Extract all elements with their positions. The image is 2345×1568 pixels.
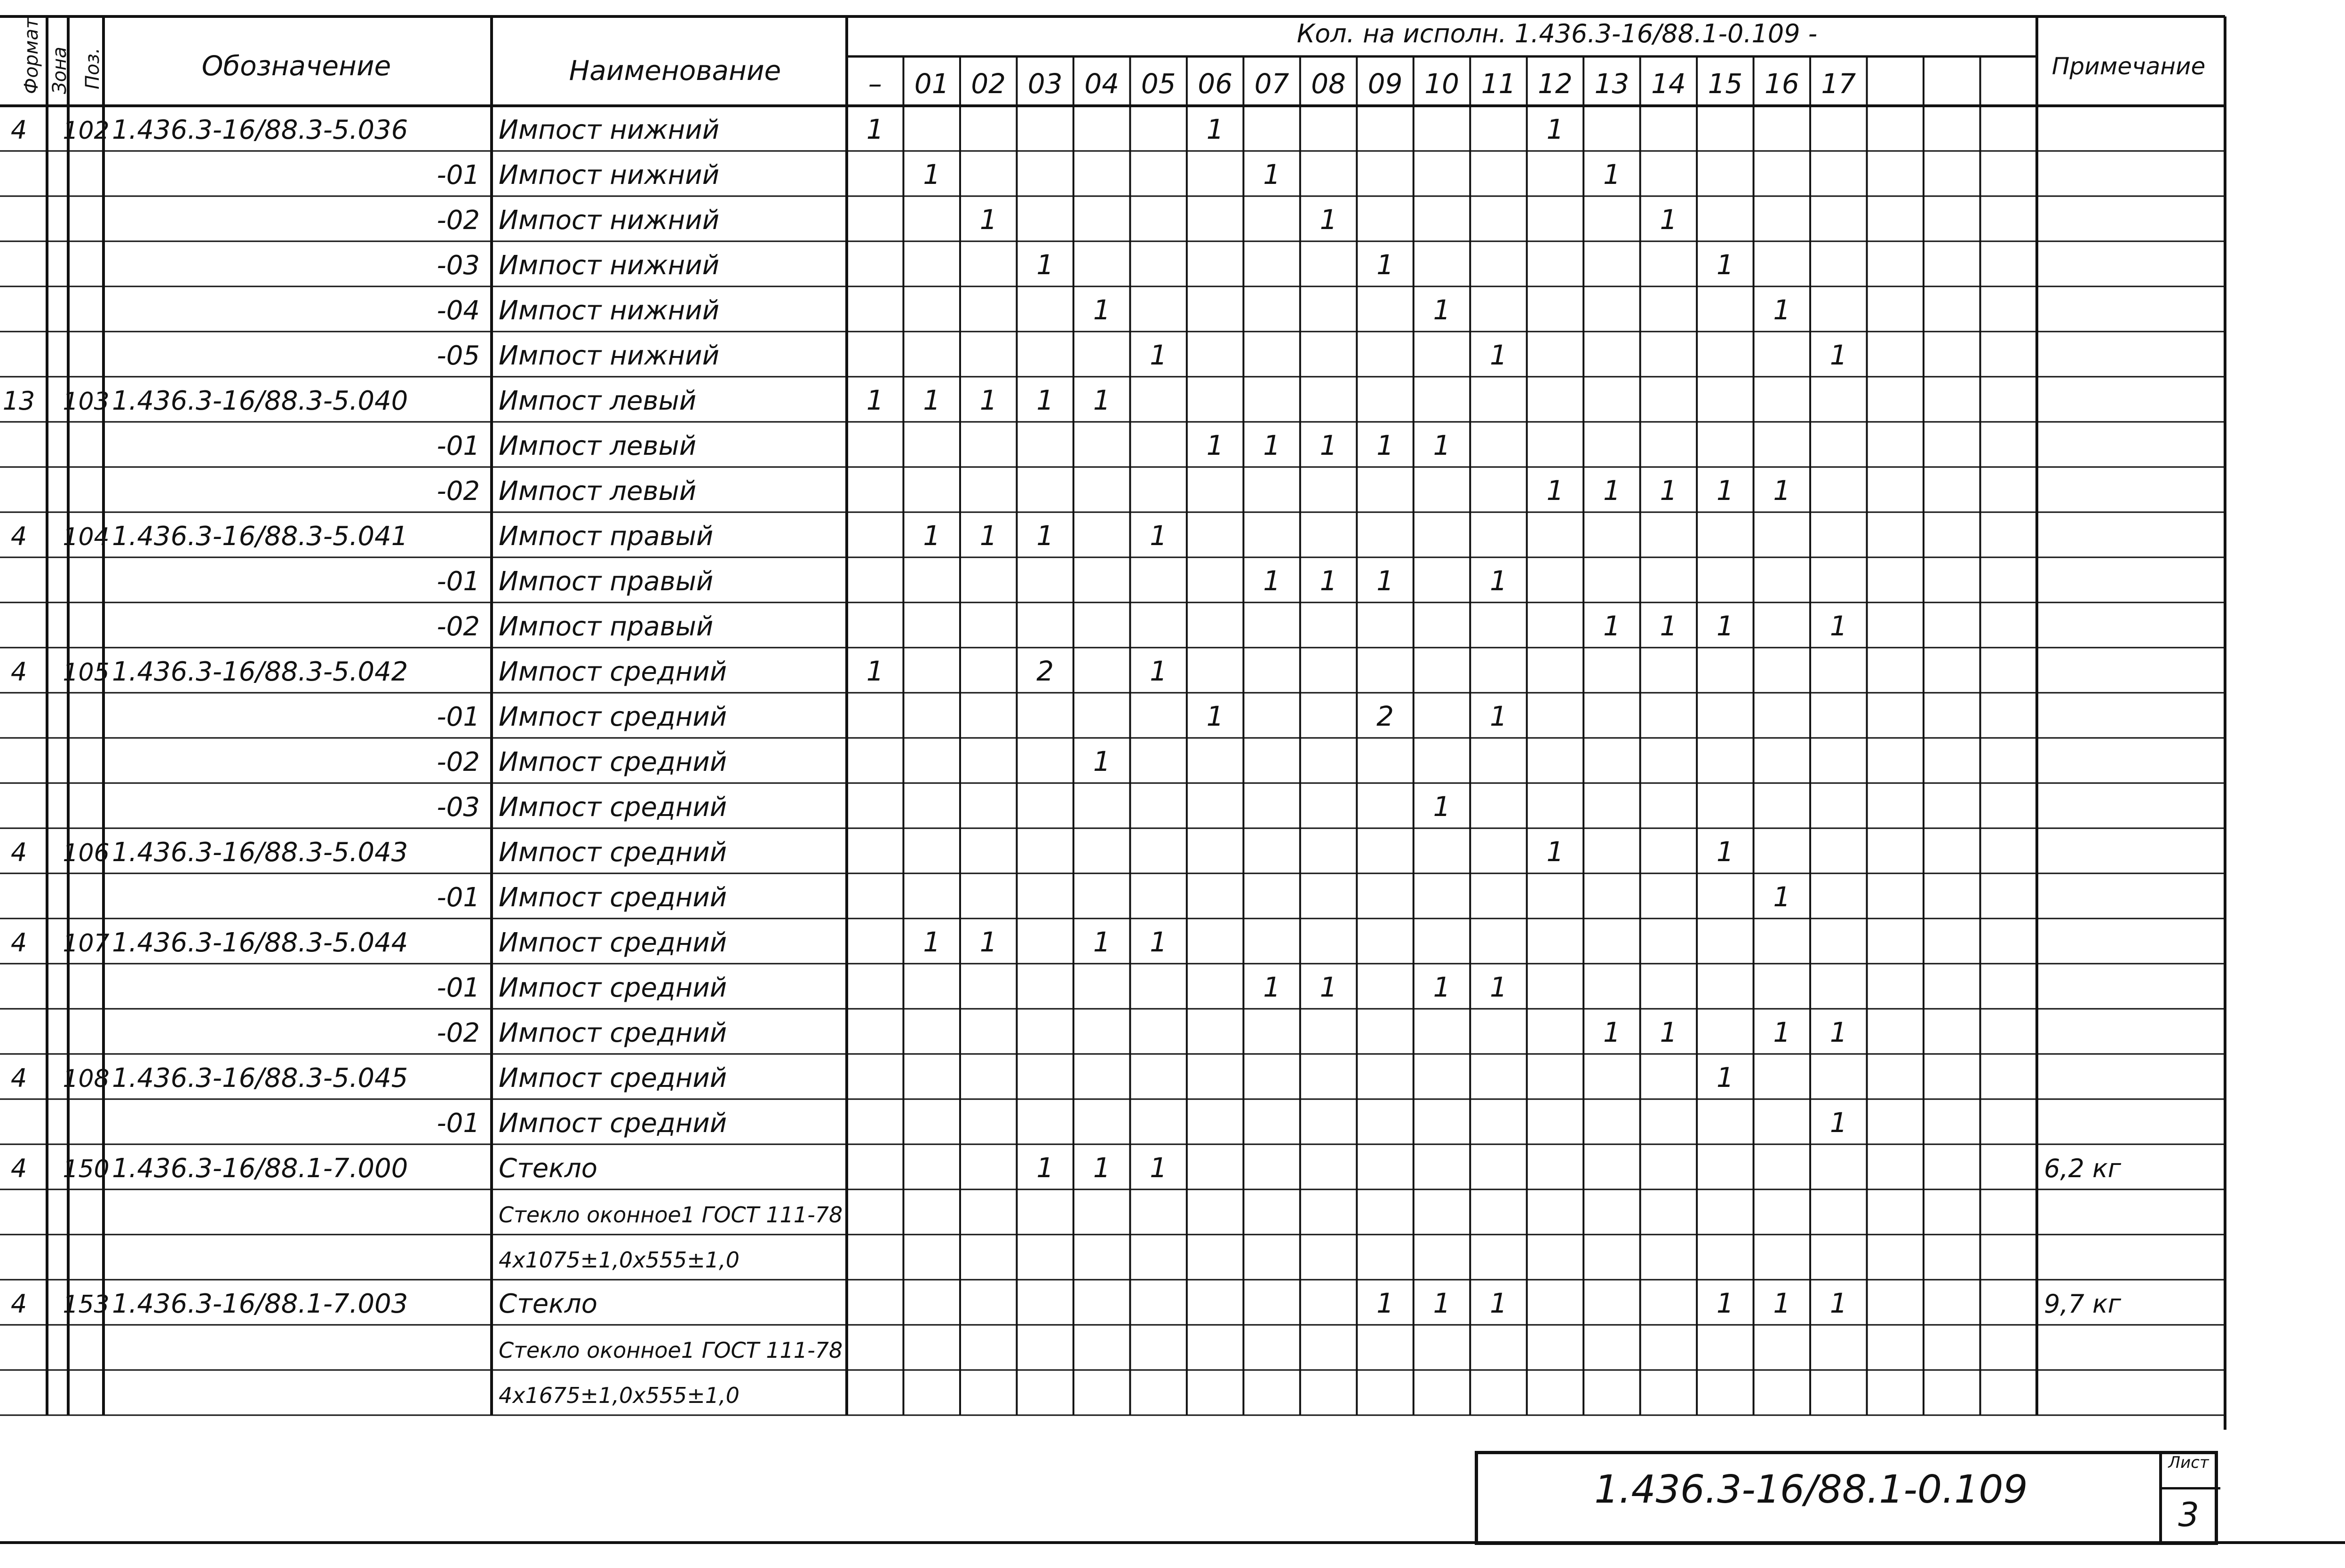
cell-quantity: 1	[1773, 475, 1791, 507]
cell-format: 4	[10, 657, 27, 687]
cell-name: Импост нижний	[499, 295, 720, 326]
cell-quantity: 1	[1773, 294, 1791, 326]
cell-quantity: 1	[1546, 113, 1564, 145]
cell-quantity: 1	[1829, 1287, 1847, 1319]
cell-designation: -05	[437, 341, 480, 371]
variant-label-06: 06	[1198, 68, 1233, 100]
cell-quantity: 1	[1263, 971, 1281, 1003]
cell-designation: -01	[437, 431, 480, 461]
cell-quantity: 1	[1433, 971, 1451, 1003]
cell-position: 108	[63, 1065, 110, 1093]
cell-position: 150	[63, 1155, 110, 1183]
cell-designation: -01	[437, 1108, 480, 1139]
header-designation: Обозначение	[201, 50, 391, 82]
cell-designation: -02	[437, 1018, 480, 1048]
variant-label-10: 10	[1424, 68, 1459, 100]
cell-quantity: 1	[1490, 700, 1507, 732]
cell-quantity: 1	[1093, 745, 1111, 777]
cell-quantity: 1	[979, 926, 997, 958]
cell-quantity: 1	[1263, 565, 1281, 597]
cell-quantity: 1	[866, 655, 884, 687]
cell-format: 4	[10, 838, 27, 867]
cell-format: 13	[2, 386, 35, 416]
cell-quantity: 1	[866, 384, 884, 416]
cell-designation: 1.436.3-16/88.3-5.036	[112, 115, 408, 145]
variant-label-03: 03	[1027, 68, 1063, 100]
cell-quantity: 1	[1150, 520, 1168, 552]
cell-quantity: 1	[1433, 791, 1451, 823]
cell-name: Импост средний	[499, 1108, 727, 1139]
cell-quantity: 1	[1376, 429, 1394, 461]
cell-designation: 1.436.3-16/88.1-7.003	[112, 1289, 408, 1319]
cell-quantity: 1	[1093, 926, 1111, 958]
cell-quantity: 1	[1773, 1287, 1791, 1319]
cell-quantity: 1	[1490, 971, 1507, 1003]
cell-quantity: 1	[1376, 565, 1394, 597]
cell-designation: -03	[437, 792, 480, 823]
cell-format: 4	[10, 1063, 27, 1093]
cell-name: Импост средний	[499, 657, 727, 687]
cell-quantity: 1	[1603, 158, 1621, 190]
header-qty-title: Кол. на исполн. 1.436.3-16/88.1-0.109 -	[1296, 19, 1818, 48]
cell-quantity: 1	[923, 520, 941, 552]
cell-position: 107	[63, 929, 110, 958]
cell-name: Импост средний	[499, 927, 727, 958]
cell-quantity: 2	[1036, 655, 1054, 687]
cell-quantity: 1	[1433, 294, 1451, 326]
document-code: 1.436.3-16/88.1-0.109	[1594, 1467, 2028, 1512]
variant-label-12: 12	[1538, 68, 1573, 100]
cell-quantity: 1	[1603, 610, 1621, 642]
cell-name: Импост нижний	[499, 341, 720, 371]
cell-name: Импост нижний	[499, 160, 720, 190]
cell-designation: 1.436.3-16/88.3-5.040	[112, 386, 408, 416]
header-format: Формат	[21, 17, 42, 94]
cell-quantity: 1	[1263, 429, 1281, 461]
cell-quantity: 1	[923, 384, 941, 416]
variant-label-05: 05	[1141, 68, 1176, 100]
cell-format: 4	[10, 522, 27, 551]
cell-quantity: 1	[1320, 204, 1337, 236]
cell-quantity: 1	[1206, 429, 1224, 461]
cell-format: 4	[10, 115, 27, 145]
cell-name: Импост правый	[499, 611, 714, 642]
cell-name: Импост правый	[499, 521, 714, 552]
cell-quantity: 1	[1716, 1287, 1734, 1319]
cell-quantity: 1	[979, 204, 997, 236]
sheet-number: 3	[2178, 1496, 2199, 1534]
cell-name: Импост левый	[499, 476, 697, 507]
cell-position: 153	[63, 1291, 110, 1319]
variant-label-11: 11	[1481, 68, 1516, 100]
variant-label-16: 16	[1764, 68, 1799, 100]
cell-quantity: 1	[1206, 113, 1224, 145]
cell-quantity: 1	[1036, 384, 1054, 416]
variant-label-13: 13	[1594, 68, 1630, 100]
variant-label-17: 17	[1821, 68, 1856, 100]
cell-name: 4х1675±1,0х555±1,0	[499, 1383, 739, 1408]
variant-label-09: 09	[1367, 68, 1403, 100]
header-pos: Поз.	[82, 48, 103, 89]
cell-name: Стекло	[499, 1289, 598, 1319]
variant-label-04: 04	[1084, 68, 1120, 100]
variant-label-base: –	[868, 68, 882, 100]
cell-quantity: 1	[1150, 1152, 1168, 1184]
cell-quantity: 1	[1660, 1016, 1677, 1048]
cell-quantity: 1	[1433, 1287, 1451, 1319]
cell-quantity: 1	[1150, 926, 1168, 958]
cell-position: 102	[63, 117, 110, 145]
cell-quantity: 1	[1716, 1061, 1734, 1093]
cell-quantity: 1	[1490, 565, 1507, 597]
cell-quantity: 1	[1660, 475, 1677, 507]
cell-position: 103	[63, 388, 110, 416]
table-body	[3, 113, 2122, 1408]
cell-quantity: 1	[1036, 249, 1054, 281]
cell-designation: -02	[437, 611, 480, 642]
cell-designation: 1.436.3-16/88.3-5.044	[112, 927, 408, 958]
cell-quantity: 1	[1716, 475, 1734, 507]
cell-quantity: 1	[1320, 971, 1337, 1003]
cell-name: Стекло оконное1 ГОСТ 111-78	[499, 1338, 843, 1363]
cell-name: Импост нижний	[499, 250, 720, 281]
cell-quantity: 1	[1603, 1016, 1621, 1048]
cell-position: 104	[63, 523, 110, 551]
cell-quantity: 1	[1660, 204, 1677, 236]
cell-quantity: 1	[1829, 1107, 1847, 1139]
cell-name: Импост средний	[499, 1018, 727, 1048]
cell-quantity: 1	[1660, 610, 1677, 642]
cell-name: Импост средний	[499, 1063, 727, 1093]
cell-designation: -02	[437, 747, 480, 777]
cell-designation: -02	[437, 476, 480, 507]
cell-name: Импост правый	[499, 566, 714, 597]
cell-quantity: 1	[1093, 1152, 1111, 1184]
cell-designation: -01	[437, 973, 480, 1003]
cell-quantity: 1	[1376, 249, 1394, 281]
cell-quantity: 1	[979, 384, 997, 416]
cell-name: Импост левый	[499, 431, 697, 461]
cell-designation: 1.436.3-16/88.3-5.042	[112, 657, 408, 687]
cell-name: Импост левый	[499, 386, 697, 416]
cell-name: Стекло оконное1 ГОСТ 111-78	[499, 1202, 843, 1227]
cell-quantity: 1	[1829, 1016, 1847, 1048]
variant-label-08: 08	[1311, 68, 1346, 100]
cell-name: Импост нижний	[499, 205, 720, 236]
cell-quantity: 1	[1320, 429, 1337, 461]
cell-quantity: 1	[1490, 339, 1507, 371]
cell-position: 106	[63, 839, 110, 867]
cell-quantity: 1	[1093, 294, 1111, 326]
cell-quantity: 1	[1546, 475, 1564, 507]
cell-quantity: 1	[866, 113, 884, 145]
cell-position: 105	[63, 658, 110, 687]
header-note: Примечание	[2051, 53, 2206, 80]
cell-name: Импост средний	[499, 837, 727, 868]
cell-quantity: 1	[1716, 610, 1734, 642]
variant-label-14: 14	[1651, 68, 1686, 100]
cell-quantity: 1	[1716, 836, 1734, 868]
cell-quantity: 1	[1490, 1287, 1507, 1319]
cell-format: 4	[10, 928, 27, 958]
cell-quantity: 1	[1603, 475, 1621, 507]
cell-quantity: 1	[1320, 565, 1337, 597]
cell-designation: 1.436.3-16/88.3-5.041	[112, 521, 408, 552]
cell-name: Импост средний	[499, 973, 727, 1003]
cell-quantity: 1	[923, 158, 941, 190]
variant-label-02: 02	[971, 68, 1006, 100]
cell-quantity: 1	[1773, 881, 1791, 913]
cell-designation: 1.436.3-16/88.3-5.045	[112, 1063, 408, 1093]
cell-designation: -01	[437, 160, 480, 190]
sheet-box-divider-h	[2159, 1487, 2220, 1489]
cell-quantity: 1	[923, 926, 941, 958]
cell-quantity: 1	[1829, 339, 1847, 371]
header-zone: Зона	[49, 47, 71, 94]
cell-quantity: 1	[1773, 1016, 1791, 1048]
variant-label-01: 01	[914, 68, 949, 100]
cell-quantity: 1	[1206, 700, 1224, 732]
cell-quantity: 1	[1433, 429, 1451, 461]
cell-quantity: 1	[1716, 249, 1734, 281]
cell-quantity: 1	[1263, 158, 1281, 190]
cell-quantity: 1	[1036, 1152, 1054, 1184]
cell-name: Импост средний	[499, 747, 727, 777]
cell-name: Импост средний	[499, 702, 727, 732]
cell-designation: -01	[437, 702, 480, 732]
cell-designation: -01	[437, 882, 480, 913]
cell-name: Импост средний	[499, 882, 727, 913]
cell-note: 6,2 кг	[2044, 1154, 2122, 1183]
cell-quantity: 1	[1093, 384, 1111, 416]
cell-quantity: 2	[1376, 700, 1394, 732]
cell-name: Импост нижний	[499, 115, 720, 145]
cell-designation: -03	[437, 250, 480, 281]
header-name: Наименование	[569, 55, 781, 87]
sheet-label: Лист	[2168, 1453, 2209, 1472]
variant-label-15: 15	[1708, 68, 1743, 100]
cell-designation: -01	[437, 566, 480, 597]
cell-quantity: 1	[1546, 836, 1564, 868]
cell-note: 9,7 кг	[2044, 1289, 2122, 1319]
cell-quantity: 1	[1150, 655, 1168, 687]
cell-designation: 1.436.3-16/88.3-5.043	[112, 837, 408, 868]
variant-label-07: 07	[1254, 68, 1289, 100]
cell-quantity: 1	[1376, 1287, 1394, 1319]
cell-quantity: 1	[1150, 339, 1168, 371]
cell-format: 4	[10, 1289, 27, 1319]
cell-quantity: 1	[1829, 610, 1847, 642]
cell-designation: -04	[437, 295, 480, 326]
cell-name: Импост средний	[499, 792, 727, 823]
cell-name: 4х1075±1,0х555±1,0	[499, 1247, 739, 1273]
cell-format: 4	[10, 1154, 27, 1183]
cell-designation: 1.436.3-16/88.1-7.000	[112, 1153, 408, 1184]
cell-designation: -02	[437, 205, 480, 236]
cell-name: Стекло	[499, 1153, 598, 1184]
cell-quantity: 1	[1036, 520, 1054, 552]
cell-quantity: 1	[979, 520, 997, 552]
